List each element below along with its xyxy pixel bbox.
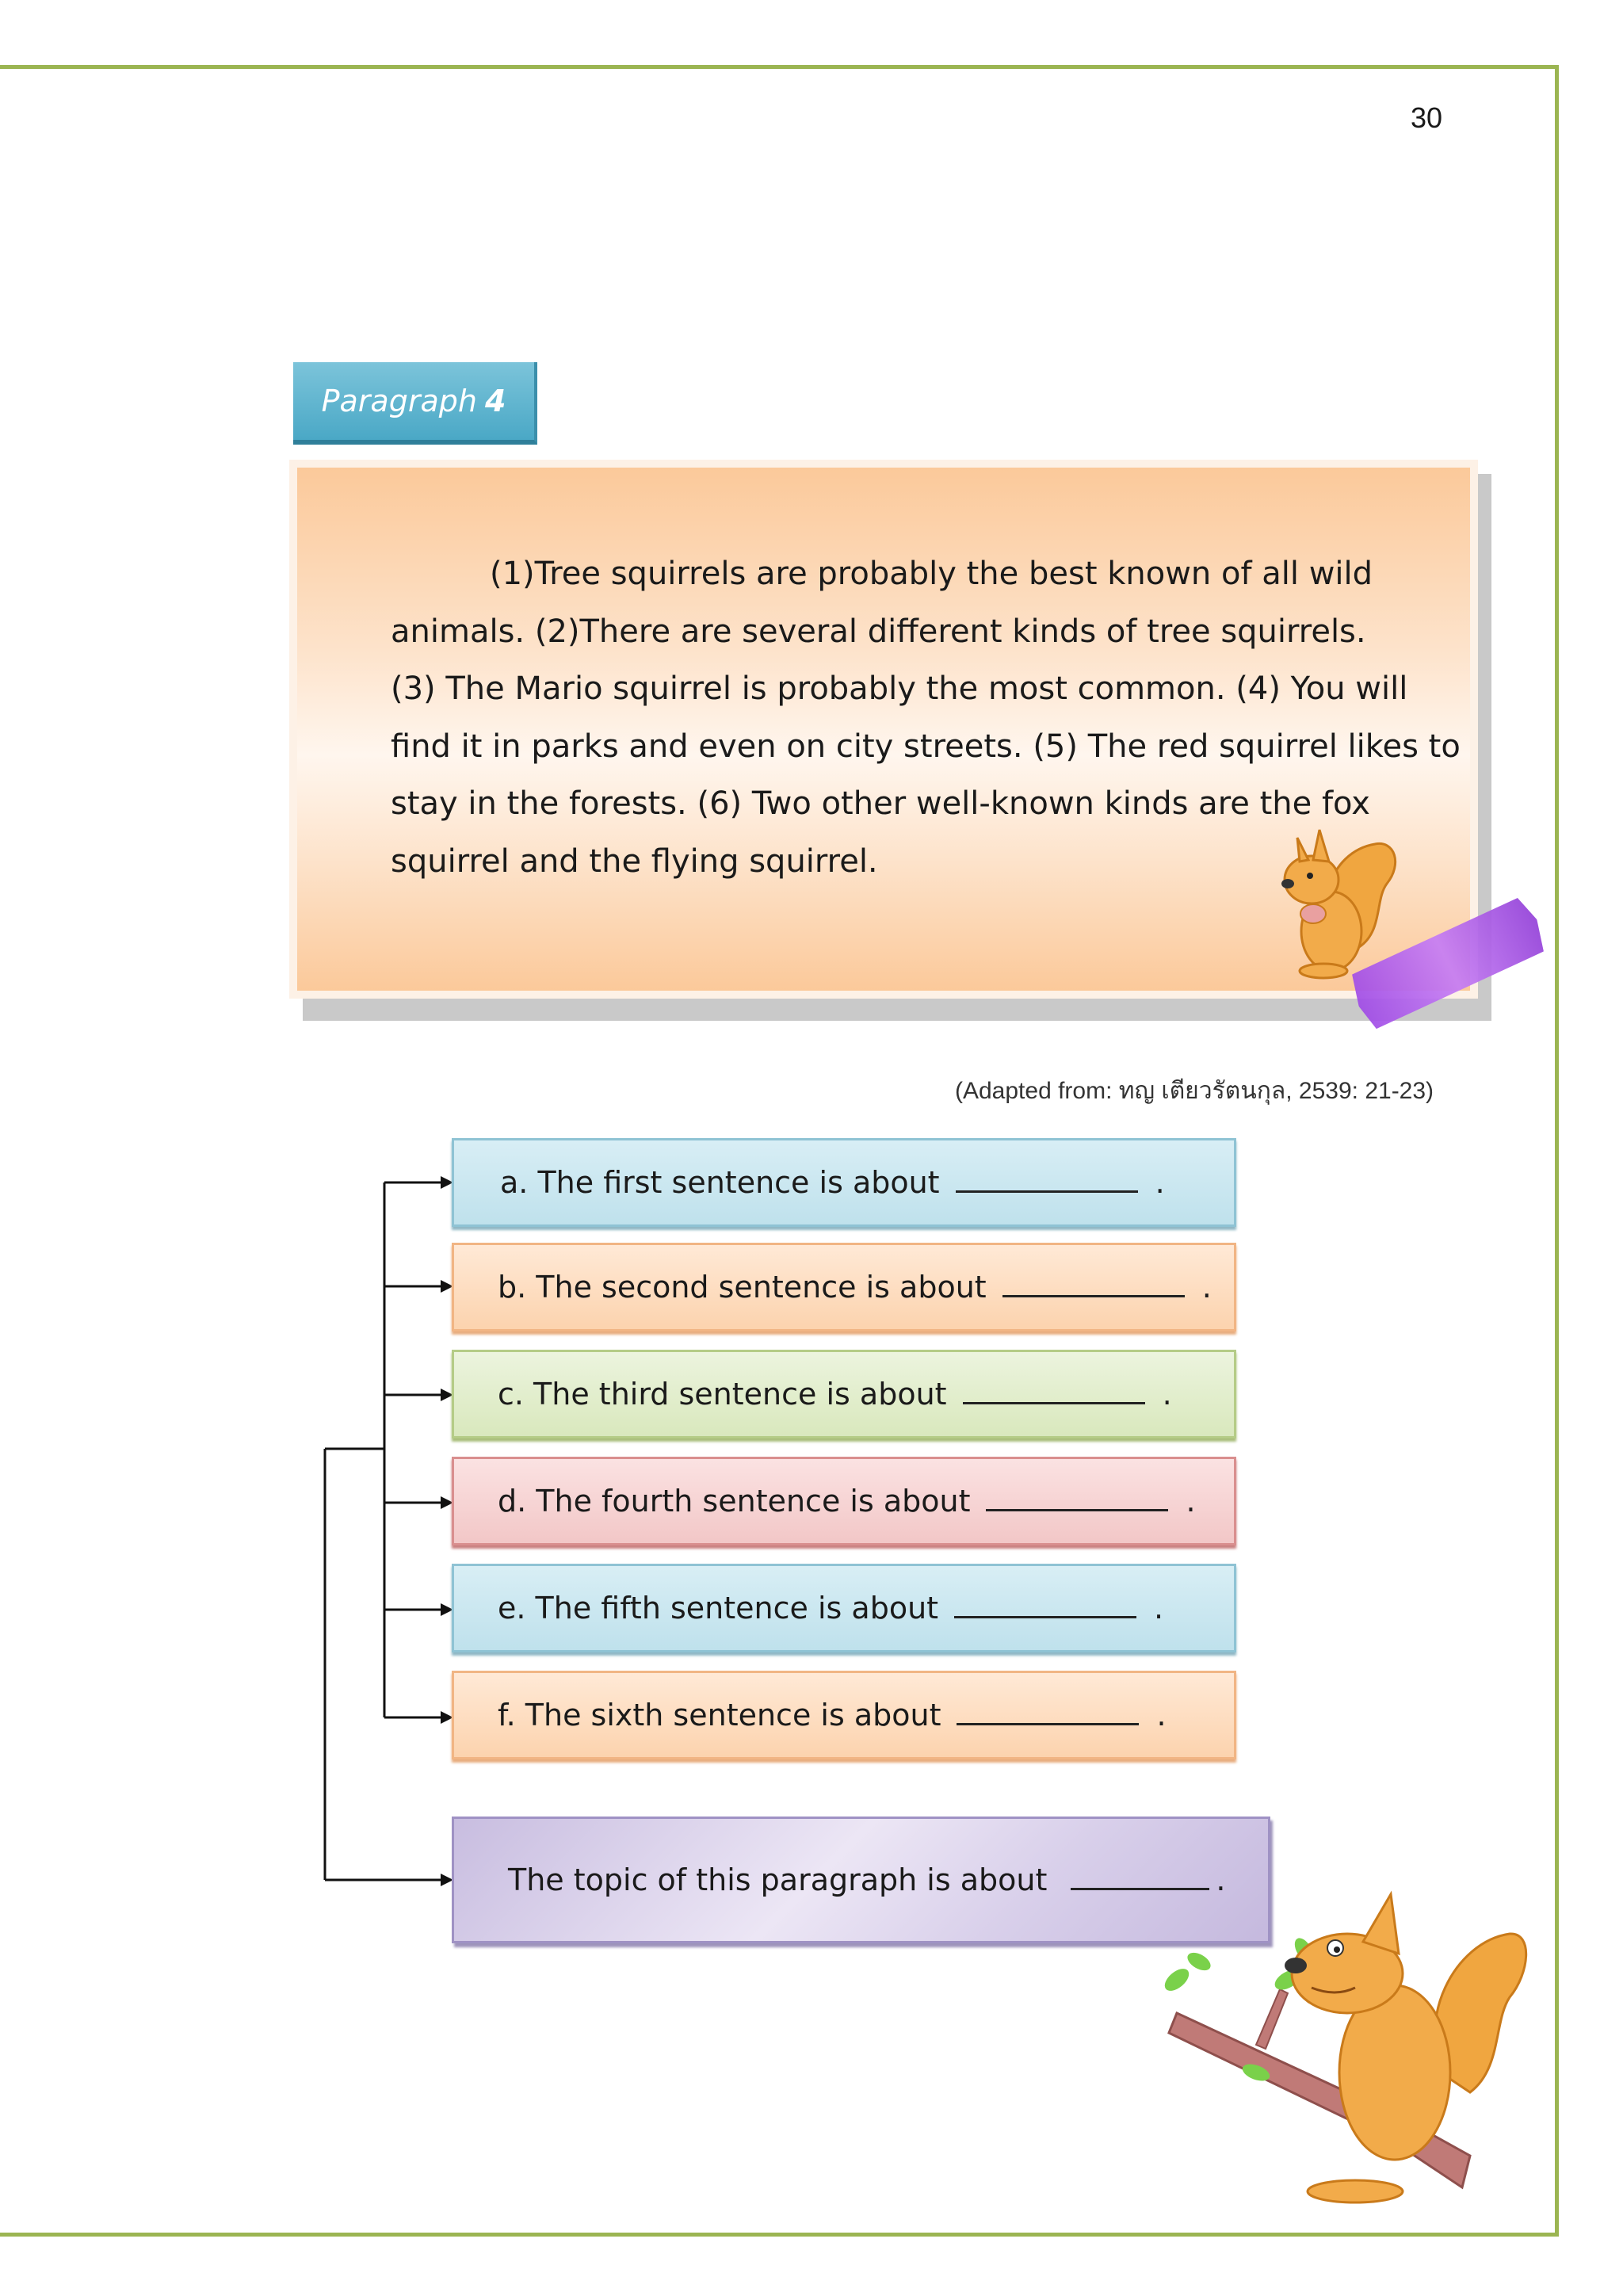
question-box-f — [452, 1671, 1236, 1759]
question-box-a — [452, 1138, 1236, 1227]
question-text: a. The first sentence is about — [500, 1165, 940, 1200]
answer-blank[interactable] — [957, 1706, 1139, 1725]
question-text: d. The fourth sentence is about — [498, 1484, 971, 1519]
paragraph-line: squirrel and the flying squirrel. — [391, 842, 878, 880]
question-box-c — [452, 1350, 1236, 1438]
question-text: c. The third sentence is about — [498, 1377, 947, 1412]
paragraph-line: animals. (2)There are several different kinds of tree squirrels. — [391, 613, 1366, 650]
topic-box — [452, 1817, 1270, 1943]
page-number: 30 — [1411, 101, 1443, 134]
question-end: . — [1186, 1484, 1196, 1519]
question-box-e — [452, 1564, 1236, 1652]
question-text: b. The second sentence is about — [498, 1270, 987, 1305]
paragraph-line: find it in parks and even on city streets. (5) The red squirrel likes to — [391, 728, 1461, 765]
paragraph-tab-label: Paragraph — [321, 384, 477, 418]
answer-blank[interactable] — [1002, 1278, 1185, 1297]
page-frame-right — [1555, 65, 1559, 2237]
page-frame-top — [0, 65, 1559, 69]
paragraph-line: (1)Tree squirrels are probably the best known of all wild — [490, 556, 1373, 592]
paragraph-tab — [293, 362, 537, 445]
question-box-d — [452, 1457, 1236, 1545]
answer-blank[interactable] — [954, 1599, 1136, 1618]
question-text: e. The fifth sentence is about — [498, 1591, 939, 1626]
paragraph-line: stay in the forests. (6) Two other well-known kinds are the fox — [391, 785, 1370, 822]
question-end: . — [1154, 1591, 1164, 1626]
paragraph-line: (3) The Mario squirrel is probably the most common. (4) You will — [391, 670, 1408, 707]
page-frame-bottom — [0, 2233, 1559, 2237]
question-end: . — [1155, 1165, 1165, 1200]
squirrel-on-branch-illustration — [1161, 1886, 1533, 2211]
paragraph-tab-number: 4 — [484, 384, 506, 418]
question-end: . — [1201, 1270, 1212, 1305]
squirrel-illustration — [1256, 820, 1403, 983]
topic-end: . — [1216, 1862, 1226, 1897]
question-text: f. The sixth sentence is about — [498, 1698, 941, 1733]
answer-blank[interactable] — [956, 1173, 1138, 1193]
citation: (Adapted from: ทญ เตียวรัตนกุล, 2539: 21-23) — [955, 1078, 1434, 1104]
question-end: . — [1162, 1377, 1172, 1412]
answer-blank[interactable] — [963, 1385, 1145, 1404]
answer-blank[interactable] — [986, 1492, 1168, 1511]
question-box-b — [452, 1243, 1236, 1331]
question-end: . — [1156, 1698, 1167, 1733]
topic-text: The topic of this paragraph is about — [508, 1862, 1048, 1897]
